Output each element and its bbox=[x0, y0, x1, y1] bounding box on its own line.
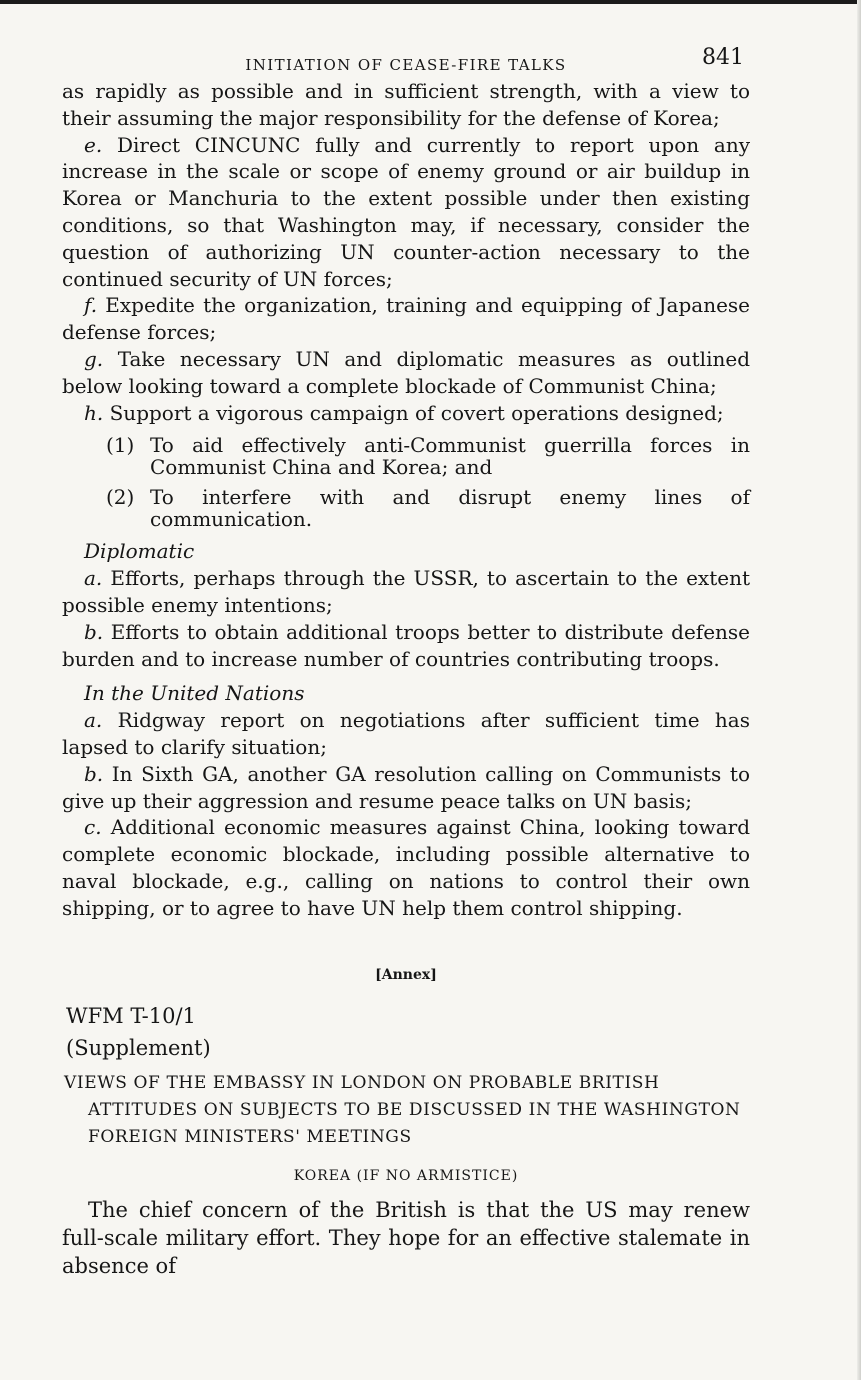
diplomatic-item-a bbox=[62, 565, 750, 619]
item-letter: a. bbox=[84, 566, 103, 591]
item-letter: b. bbox=[84, 761, 104, 786]
page-number: 841 bbox=[702, 45, 744, 70]
sub-item-text: To interfere with and disrupt enemy lines of communication. bbox=[150, 485, 750, 532]
annex-section bbox=[62, 962, 750, 1281]
item-letter: a. bbox=[84, 708, 103, 733]
continuation-paragraph: as rapidly as possible and in sufficient strength, with a view to their assuming the major responsibility for the defense of Korea; bbox=[62, 79, 750, 130]
document-type: (Supplement) bbox=[66, 1036, 211, 1061]
item-text: Expedite the organization, training and equipping of Japanese defense forces; bbox=[62, 293, 751, 345]
item-text: In Sixth GA, another GA resolution calling on Communists to give up their aggression and resume peace talks on UN basis; bbox=[62, 761, 750, 813]
item-letter: e. bbox=[84, 132, 103, 157]
annex-paragraph: The chief concern of the British is that the US may renew full-scale military effort. They hope for an effective stalemate in absence of bbox=[62, 1198, 750, 1279]
diplomatic-section bbox=[62, 538, 750, 672]
item-text: Efforts to obtain additional troops better to distribute defense burden and to increase number of countries contributing troops. bbox=[62, 619, 751, 671]
item-letter: c. bbox=[84, 815, 102, 840]
sub-item-1 bbox=[62, 434, 750, 478]
page-edge bbox=[857, 0, 861, 1380]
document-id: WFM T-10/1 bbox=[66, 1004, 196, 1029]
top-rule bbox=[0, 0, 861, 4]
diplomatic-heading: Diplomatic bbox=[84, 539, 195, 564]
item-letter: f. bbox=[84, 293, 98, 318]
item-text: Efforts, perhaps through the USSR, to ascertain to the extent possible enemy intentions; bbox=[62, 566, 750, 617]
annex-label: [Annex] bbox=[375, 966, 437, 983]
diplomatic-item-b bbox=[62, 619, 750, 673]
item-text: Support a vigorous campaign of covert operations designed; bbox=[109, 400, 724, 425]
un-item-c bbox=[62, 814, 750, 921]
item-letter: h. bbox=[84, 400, 104, 425]
un-item-a bbox=[62, 707, 750, 761]
item-text: Additional economic measures against China, looking toward complete economic blockade, including possible alternative to naval blockade, e.g., calling on nations to control their own shipping, or to agree to have UN help them control shipping. bbox=[62, 815, 750, 920]
sub-item-list bbox=[62, 434, 750, 530]
item-text: Ridgway report on negotiations after sufficient time has lapsed to clarify situation; bbox=[62, 708, 750, 759]
document-page bbox=[62, 44, 750, 1280]
item-f bbox=[62, 292, 750, 346]
item-text: Take necessary UN and diplomatic measures as outlined below looking toward a complete blockade of Communist China; bbox=[62, 346, 750, 398]
un-section bbox=[62, 680, 750, 921]
un-heading: In the United Nations bbox=[84, 681, 305, 706]
item-letter: b. bbox=[84, 619, 104, 644]
sub-item-number: (1) bbox=[106, 433, 135, 458]
sub-item-2 bbox=[62, 486, 750, 530]
item-g bbox=[62, 346, 750, 400]
sub-item-number: (2) bbox=[106, 485, 135, 510]
item-e bbox=[62, 132, 750, 293]
item-letter: g. bbox=[84, 346, 104, 371]
military-section bbox=[62, 78, 750, 530]
running-title: INITIATION OF CEASE-FIRE TALKS bbox=[245, 56, 567, 74]
section-heading: KOREA (IF NO ARMISTICE) bbox=[293, 1168, 519, 1185]
sub-item-text: To aid effectively anti-Communist guerrilla forces in Communist China and Korea; and bbox=[150, 433, 750, 480]
item-h bbox=[62, 400, 750, 427]
annex-title: VIEWS OF THE EMBASSY IN LONDON ON PROBABLE BRITISH ATTITUDES ON SUBJECTS TO BE DISCUSSED IN THE WASHINGTON FOREIGN MINISTERS' MEETINGS bbox=[64, 1073, 741, 1148]
un-item-b bbox=[62, 761, 750, 815]
running-header bbox=[62, 44, 750, 74]
item-text: Direct CINCUNC fully and currently to report upon any increase in the scale or scope of enemy ground or air buildup in Korea or Manchuria to the extent possible under then existing conditions, so that Washington may, if necessary, consider the question of authorizing UN counter-action necessary to the continued security of UN forces; bbox=[62, 132, 750, 291]
